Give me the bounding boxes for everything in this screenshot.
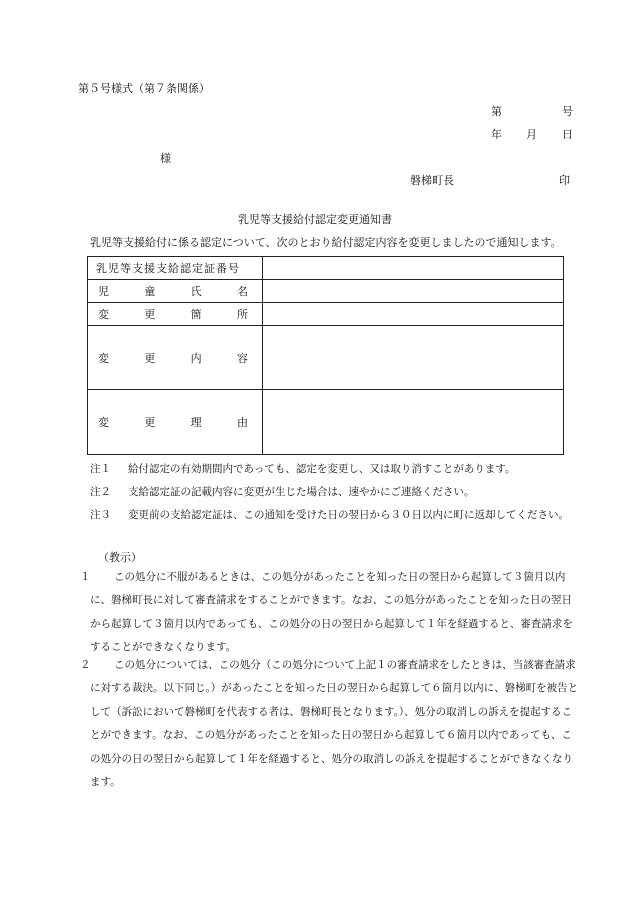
document-title: 乳児等支援給付認定変更通知書 <box>238 213 392 226</box>
row-label: 児 童 氏 名 <box>88 280 263 303</box>
row-value <box>263 390 564 455</box>
instruction-text: この処分については、この処分（この処分について上記１の審査請求をしたときは、当該審査請求に対する裁決。以下同じ。）があったことを知った日の翌日から起算して６箇月以内に、磐梯町を被告として（訴訟において磐梯町を代表する者は、磐梯町長となります。）、処分の取消しの訴えを提起することができます。なお、この処分があったことを知った日の翌日から起算して６箇月以内であっても、この処分の日の翌日から起算して１年を経過すると、処分の取消しの訴えを提起することができなくなります。 <box>90 659 579 789</box>
table-row <box>88 257 564 280</box>
note-text: 変更前の支給認定証は、この通知を受けた日の翌日から３０日以内に町に返却してください。 <box>128 509 569 521</box>
seal-mark: 印 <box>559 174 570 187</box>
note-text: 支給認定証の記載内容に変更が生じた場合は、速やかにご連絡ください。 <box>128 486 475 498</box>
note-item <box>90 504 580 527</box>
instruction-item <box>80 654 580 794</box>
notes-list <box>90 458 580 527</box>
table-row <box>88 303 564 326</box>
table-row <box>88 390 564 455</box>
date-year-label: 年 <box>491 128 502 141</box>
row-value <box>263 326 564 390</box>
row-value <box>263 303 564 326</box>
row-value <box>263 280 564 303</box>
row-label: 変 更 箇 所 <box>88 303 263 326</box>
instruction-item <box>80 566 580 660</box>
note-label: 注２ <box>90 486 111 498</box>
issuer-name: 磐梯町長 <box>410 174 454 187</box>
addressee-suffix: 様 <box>160 152 171 165</box>
document-number-suffix: 号 <box>562 105 573 118</box>
instruction-number: １ <box>80 571 91 583</box>
row-label: 乳児等支援支給認定証番号 <box>88 257 263 280</box>
note-item <box>90 458 580 481</box>
table-row <box>88 280 564 303</box>
intro-text: 乳児等支援給付に係る認定について、次のとおり給付認定内容を変更しましたので通知します。 <box>90 236 562 249</box>
note-label: 注３ <box>90 509 111 521</box>
notice-table <box>87 256 564 455</box>
document-number-label: 第 <box>491 105 502 118</box>
table-row <box>88 326 564 390</box>
row-label: 変 更 理 由 <box>88 390 263 455</box>
row-value <box>263 257 564 280</box>
instruction-number: ２ <box>80 659 91 671</box>
form-number: 第５号様式（第７条関係） <box>78 82 210 95</box>
instruction-heading: （教示） <box>98 551 142 564</box>
instruction-text: この処分に不服があるときは、この処分があったことを知った日の翌日から起算して３箇月以内に、磐梯町長に対して審査請求をすることができます。なお、この処分があったことを知った日の翌日から起算して３箇月以内であっても、この処分の日の翌日から起算して１年を経過すると、審査請求をすることができなくなります。 <box>90 571 573 654</box>
date-month-label: 月 <box>526 128 537 141</box>
note-label: 注１ <box>90 463 111 475</box>
note-text: 給付認定の有効期間内であっても、認定を変更し、又は取り消すことがあります。 <box>128 463 516 475</box>
row-label: 変 更 内 容 <box>88 326 263 390</box>
date-day-label: 日 <box>562 128 573 141</box>
note-item <box>90 481 580 504</box>
